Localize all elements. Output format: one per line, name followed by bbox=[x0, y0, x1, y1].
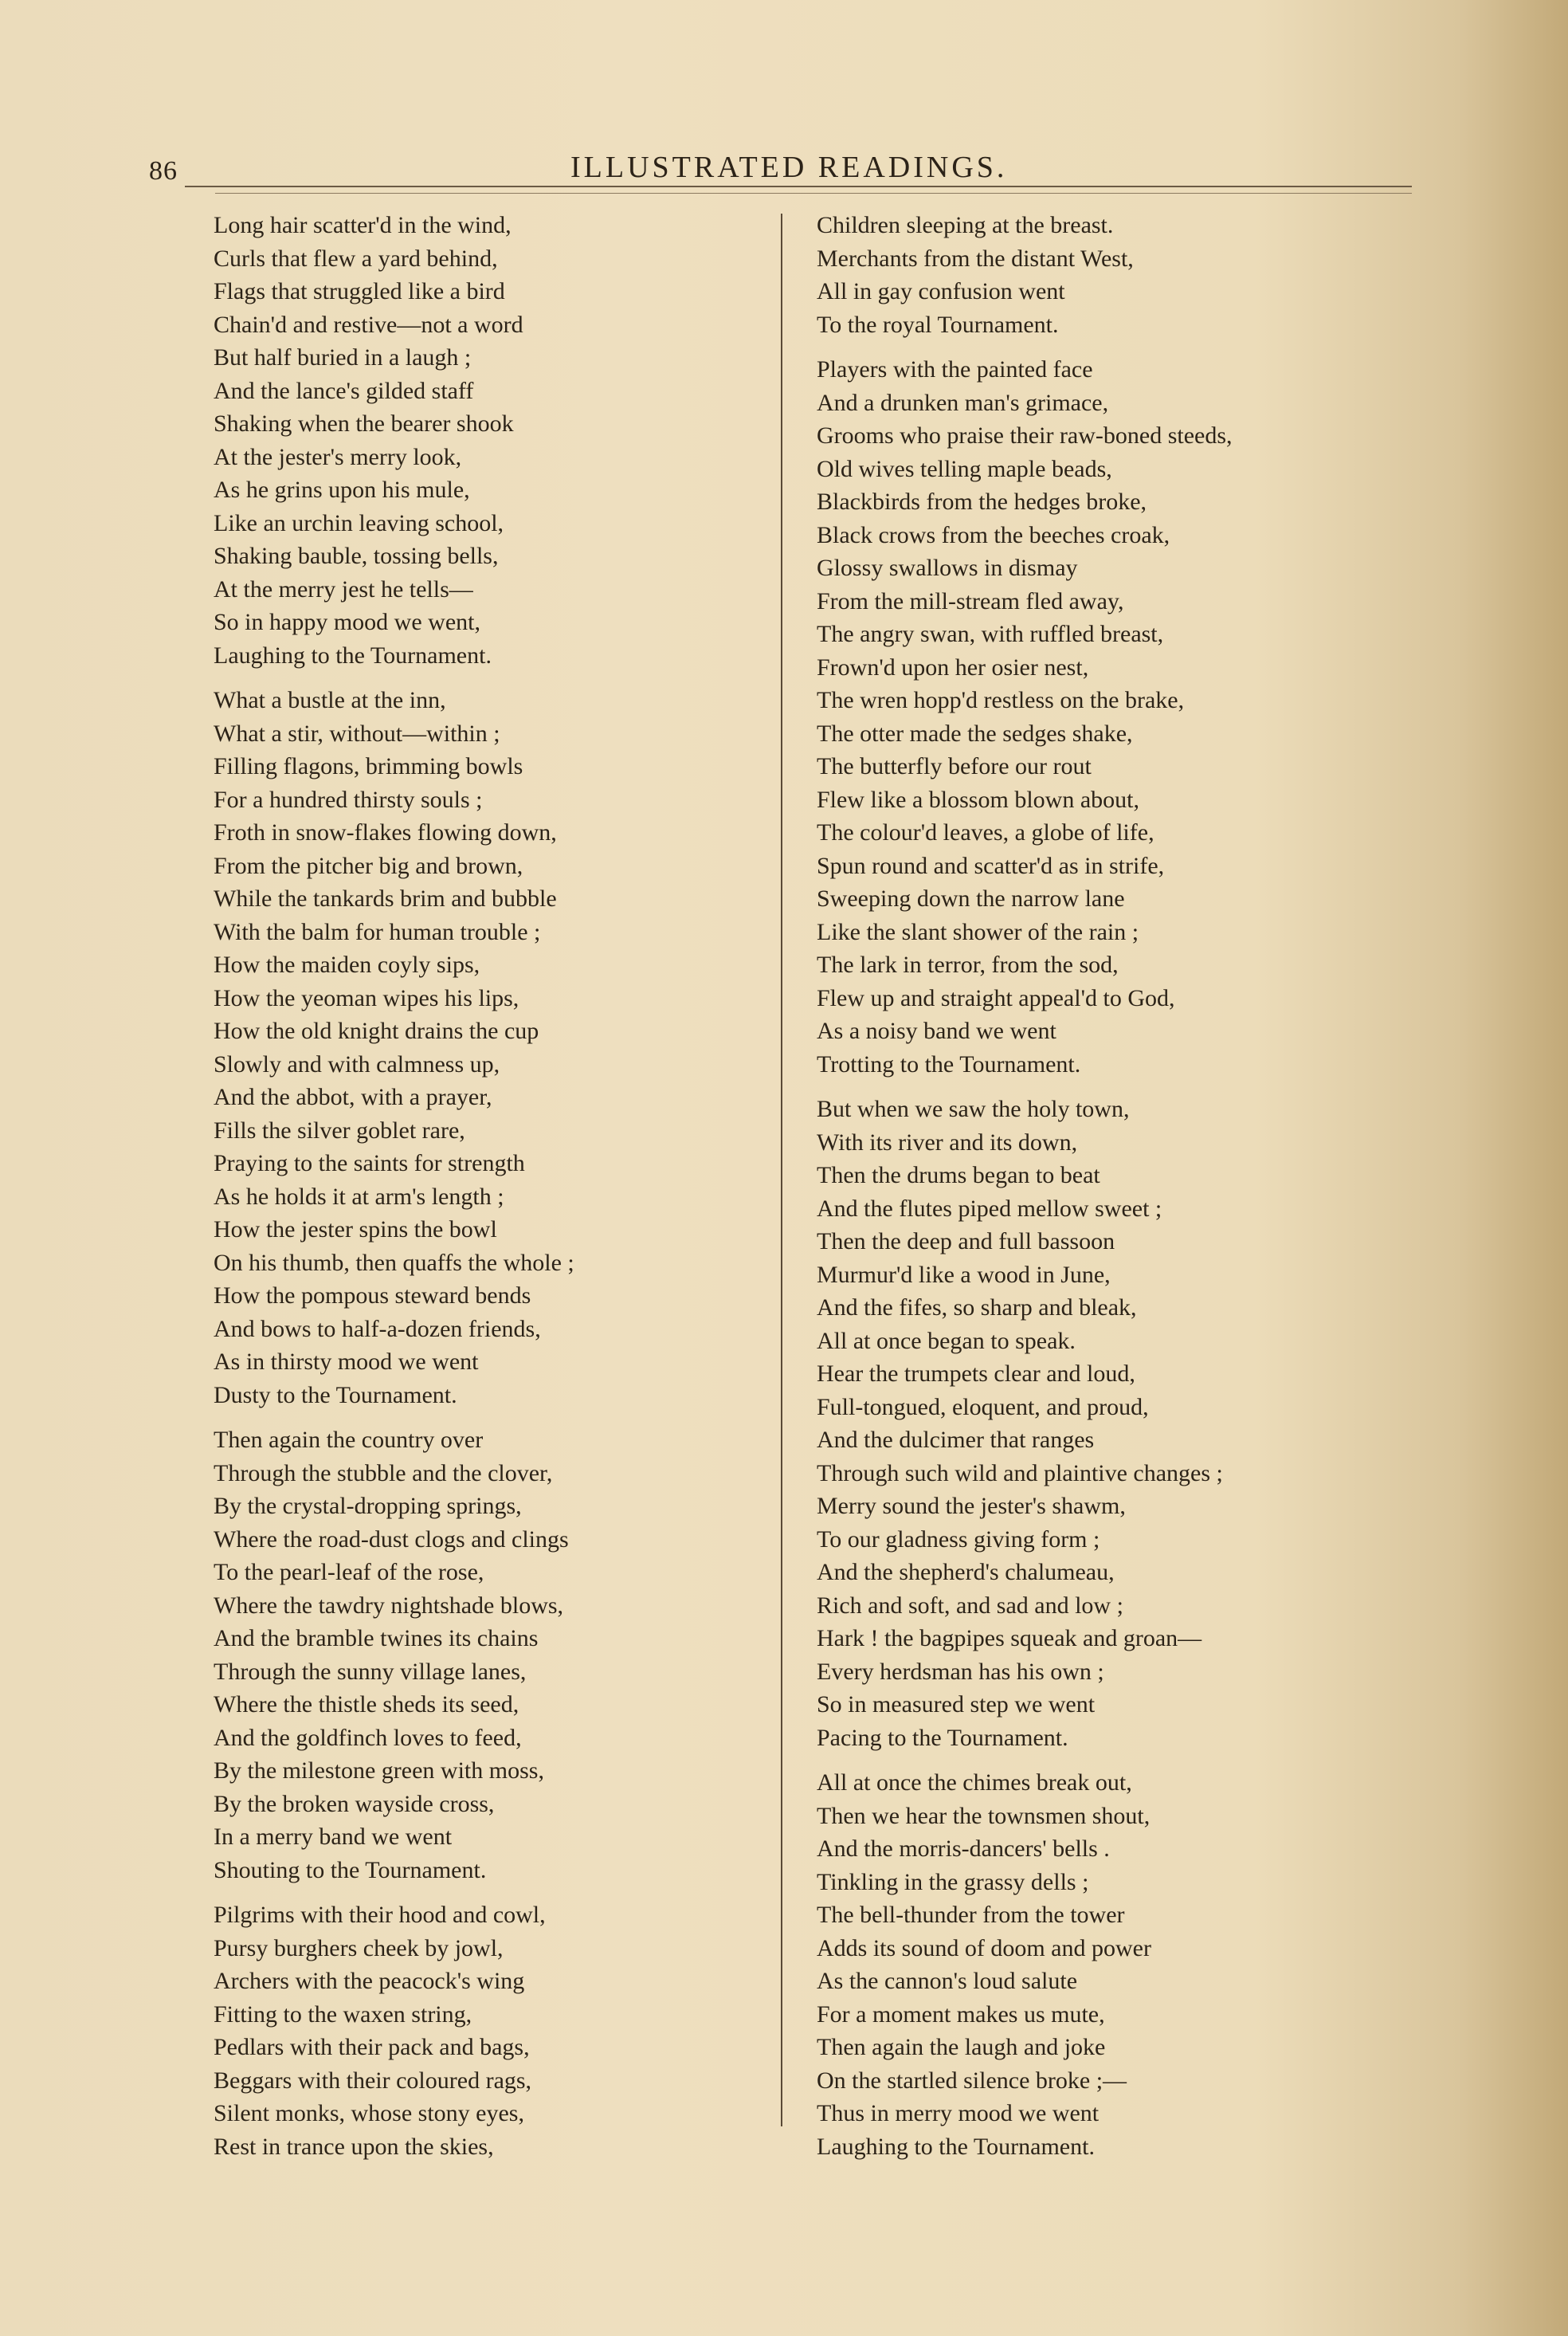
poem-line: Where the road-dust clogs and clings bbox=[214, 1525, 569, 1553]
poem-line: And a drunken man's grimace, bbox=[817, 389, 1109, 416]
poem-line: Shouting to the Tournament. bbox=[214, 1856, 487, 1883]
poem-line: Merchants from the distant West, bbox=[817, 245, 1134, 272]
poem-line: Like the slant shower of the rain ; bbox=[817, 918, 1139, 945]
poem-line: And the dulcimer that ranges bbox=[817, 1427, 1095, 1453]
poem-line: For a moment makes us mute, bbox=[817, 2000, 1105, 2028]
header-rule-secondary bbox=[215, 193, 1412, 194]
right-column bbox=[817, 209, 1422, 2175]
poem-line: What a stir, without—within ; bbox=[214, 720, 500, 747]
poem-line: Dusty to the Tournament. bbox=[214, 1381, 457, 1408]
poem-line: Where the tawdry nightshade blows, bbox=[214, 1592, 564, 1619]
poem-line: How the pompous steward bends bbox=[214, 1282, 531, 1309]
poem-line: Pacing to the Tournament. bbox=[817, 1724, 1068, 1751]
poem-line: By the crystal-dropping springs, bbox=[214, 1493, 522, 1519]
poem-line: And the fifes, so sharp and bleak, bbox=[817, 1294, 1137, 1321]
poem-line: Murmur'd like a wood in June, bbox=[817, 1261, 1111, 1288]
poem-line: Slowly and with calmness up, bbox=[214, 1050, 500, 1078]
poem-line: Blackbirds from the hedges broke, bbox=[817, 489, 1147, 515]
poem-line: Hear the trumpets clear and loud, bbox=[817, 1360, 1135, 1387]
running-title: ILLUSTRATED READINGS. bbox=[570, 151, 1008, 184]
poem-line: By the milestone green with moss, bbox=[214, 1757, 544, 1784]
poem-line: Full-tongued, eloquent, and proud, bbox=[817, 1393, 1149, 1420]
poem-line: But when we saw the holy town, bbox=[817, 1096, 1130, 1122]
poem-line: Rich and soft, and sad and low ; bbox=[817, 1592, 1123, 1619]
poem-line: Sweeping down the narrow lane bbox=[817, 885, 1125, 912]
poem-line: Players with the painted face bbox=[817, 356, 1093, 383]
poem-line: To the pearl-leaf of the rose, bbox=[214, 1559, 484, 1585]
poem-line: Then we hear the townsmen shout, bbox=[817, 1802, 1151, 1829]
stanza bbox=[214, 1423, 803, 1886]
poem-line: What a bustle at the inn, bbox=[214, 687, 446, 713]
poem-line: And the bramble twines its chains bbox=[214, 1625, 539, 1651]
poem-line: Every herdsman has his own ; bbox=[817, 1658, 1104, 1685]
poem-line: To the royal Tournament. bbox=[817, 311, 1059, 338]
poem-line: Through such wild and plaintive changes ; bbox=[817, 1459, 1223, 1486]
poem-line: On his thumb, then quaffs the whole ; bbox=[214, 1249, 574, 1276]
poem-line: Flew up and straight appeal'd to God, bbox=[817, 984, 1175, 1011]
poem-line: As in thirsty mood we went bbox=[214, 1349, 479, 1375]
poem-line: Glossy swallows in dismay bbox=[817, 555, 1078, 581]
stanza bbox=[817, 353, 1422, 1081]
poem-line: And bows to half-a-dozen friends, bbox=[214, 1315, 541, 1342]
poem-line: The butterfly before our rout bbox=[817, 753, 1092, 779]
poem-line: Rest in trance upon the skies, bbox=[214, 2133, 494, 2160]
stanza bbox=[214, 684, 803, 1411]
poem-line: So in happy mood we went, bbox=[214, 609, 480, 635]
poem-line: How the yeoman wipes his lips, bbox=[214, 984, 519, 1011]
poem-line: Frown'd upon her osier nest, bbox=[817, 654, 1089, 681]
poem-line: The bell-thunder from the tower bbox=[817, 1902, 1125, 1928]
poem-line: Merry sound the jester's shawm, bbox=[817, 1493, 1126, 1519]
poem-line: With the balm for human trouble ; bbox=[214, 918, 541, 945]
poem-line: From the pitcher big and brown, bbox=[214, 852, 523, 879]
poem-line: Children sleeping at the breast. bbox=[817, 212, 1114, 238]
poem-line: At the merry jest he tells— bbox=[214, 575, 473, 603]
poem-line: For a hundred thirsty souls ; bbox=[214, 786, 483, 813]
poem-line: From the mill-stream fled away, bbox=[817, 587, 1124, 614]
page-number: 86 bbox=[149, 156, 178, 186]
poem-line: On the startled silence broke ;— bbox=[817, 2067, 1127, 2094]
poem-line: So in measured step we went bbox=[817, 1691, 1096, 1718]
poem-line: And the goldfinch loves to feed, bbox=[214, 1724, 522, 1751]
poem-line: How the maiden coyly sips, bbox=[214, 952, 480, 978]
poem-line: Tinkling in the grassy dells ; bbox=[817, 1868, 1089, 1895]
poem-line: By the broken wayside cross, bbox=[214, 1790, 495, 1817]
poem-line: Like an urchin leaving school, bbox=[214, 509, 504, 536]
poem-line: Pedlars with their pack and bags, bbox=[214, 2034, 530, 2060]
poem-line: While the tankards brim and bubble bbox=[214, 885, 557, 912]
poem-line: As a noisy band we went bbox=[817, 1018, 1056, 1044]
poem-line: Then the drums began to beat bbox=[817, 1162, 1100, 1188]
poem-line: Shaking when the bearer shook bbox=[214, 410, 514, 437]
poem-line: Flags that struggled like a bird bbox=[214, 278, 505, 304]
poem-line: Filling flagons, brimming bowls bbox=[214, 753, 523, 779]
poem-line: Fitting to the waxen string, bbox=[214, 2000, 472, 2028]
poem-line: To our gladness giving form ; bbox=[817, 1525, 1100, 1553]
poem-line: With its river and its down, bbox=[817, 1129, 1078, 1156]
header-rule bbox=[185, 186, 1412, 187]
poem-line: The colour'd leaves, a globe of life, bbox=[817, 819, 1154, 846]
poem-line: Hark ! the bagpipes squeak and groan— bbox=[817, 1625, 1202, 1651]
poem-line: Then again the laugh and joke bbox=[817, 2034, 1106, 2060]
poem-line: And the flutes piped mellow sweet ; bbox=[817, 1195, 1162, 1222]
poem-line: Flew like a blossom blown about, bbox=[817, 786, 1139, 813]
poem-line: Spun round and scatter'd as in strife, bbox=[817, 852, 1165, 879]
poem-line: Beggars with their coloured rags, bbox=[214, 2067, 532, 2094]
poem-line: The lark in terror, from the sod, bbox=[817, 952, 1119, 978]
poem-line: But half buried in a laugh ; bbox=[214, 344, 472, 371]
poem-line: Then again the country over bbox=[214, 1427, 484, 1453]
poem-line: Fills the silver goblet rare, bbox=[214, 1117, 465, 1144]
poem-line: Then the deep and full bassoon bbox=[817, 1228, 1115, 1254]
poem-line: Where the thistle sheds its seed, bbox=[214, 1691, 519, 1718]
poem-line: The otter made the sedges shake, bbox=[817, 720, 1133, 747]
poem-line: In a merry band we went bbox=[214, 1824, 453, 1850]
column-divider bbox=[781, 214, 782, 2126]
poem-line: Froth in snow-flakes flowing down, bbox=[214, 819, 557, 846]
poem-line: Laughing to the Tournament. bbox=[214, 642, 492, 669]
poem-line: All at once the chimes break out, bbox=[817, 1769, 1132, 1796]
poem-line: And the shepherd's chalumeau, bbox=[817, 1559, 1115, 1585]
poem-line: All at once began to speak. bbox=[817, 1327, 1076, 1354]
poem-line: The angry swan, with ruffled breast, bbox=[817, 621, 1164, 647]
poem-line: Chain'd and restive—not a word bbox=[214, 311, 523, 338]
stanza bbox=[214, 209, 803, 672]
poem-line: Adds its sound of doom and power bbox=[817, 1934, 1151, 1961]
poem-line: Through the stubble and the clover, bbox=[214, 1459, 553, 1486]
poem-line: Praying to the saints for strength bbox=[214, 1150, 525, 1176]
poem-line: Silent monks, whose stony eyes, bbox=[214, 2100, 524, 2126]
poem-line: At the jester's merry look, bbox=[214, 443, 462, 470]
poem-line: Thus in merry mood we went bbox=[817, 2100, 1100, 2126]
poem-line: As he holds it at arm's length ; bbox=[214, 1183, 504, 1210]
poem-line: Grooms who praise their raw-boned steeds, bbox=[817, 422, 1233, 449]
poem-line: Old wives telling maple beads, bbox=[817, 455, 1112, 482]
poem-line: Pursy burghers cheek by jowl, bbox=[214, 1934, 504, 1961]
poem-line: All in gay confusion went bbox=[817, 278, 1065, 304]
poem-line: Black crows from the beeches croak, bbox=[817, 521, 1170, 548]
poem-line: Laughing to the Tournament. bbox=[817, 2133, 1095, 2160]
poem-line: Curls that flew a yard behind, bbox=[214, 245, 498, 272]
poem-line: And the lance's gilded staff bbox=[214, 377, 474, 404]
poem-line: And the abbot, with a prayer, bbox=[214, 1084, 492, 1110]
stanza bbox=[214, 1898, 803, 2163]
left-column bbox=[214, 209, 803, 2175]
poem-line: As the cannon's loud salute bbox=[817, 1968, 1078, 1994]
poem-line: Archers with the peacock's wing bbox=[214, 1968, 525, 1994]
poem-line: How the jester spins the bowl bbox=[214, 1216, 497, 1243]
stanza bbox=[817, 209, 1422, 341]
poem-line: How the old knight drains the cup bbox=[214, 1018, 539, 1044]
poem-line: Pilgrims with their hood and cowl, bbox=[214, 1902, 546, 1928]
poem-line: As he grins upon his mule, bbox=[214, 477, 470, 503]
poem-line: Shaking bauble, tossing bells, bbox=[214, 543, 499, 569]
stanza bbox=[817, 1766, 1422, 2163]
stanza bbox=[817, 1093, 1422, 1754]
poem-line: Long hair scatter'd in the wind, bbox=[214, 212, 512, 238]
poem-line: And the morris-dancers' bells . bbox=[817, 1835, 1110, 1862]
poem-line: Through the sunny village lanes, bbox=[214, 1658, 527, 1685]
poem-line: The wren hopp'd restless on the brake, bbox=[817, 687, 1185, 713]
poem-line: Trotting to the Tournament. bbox=[817, 1050, 1081, 1078]
